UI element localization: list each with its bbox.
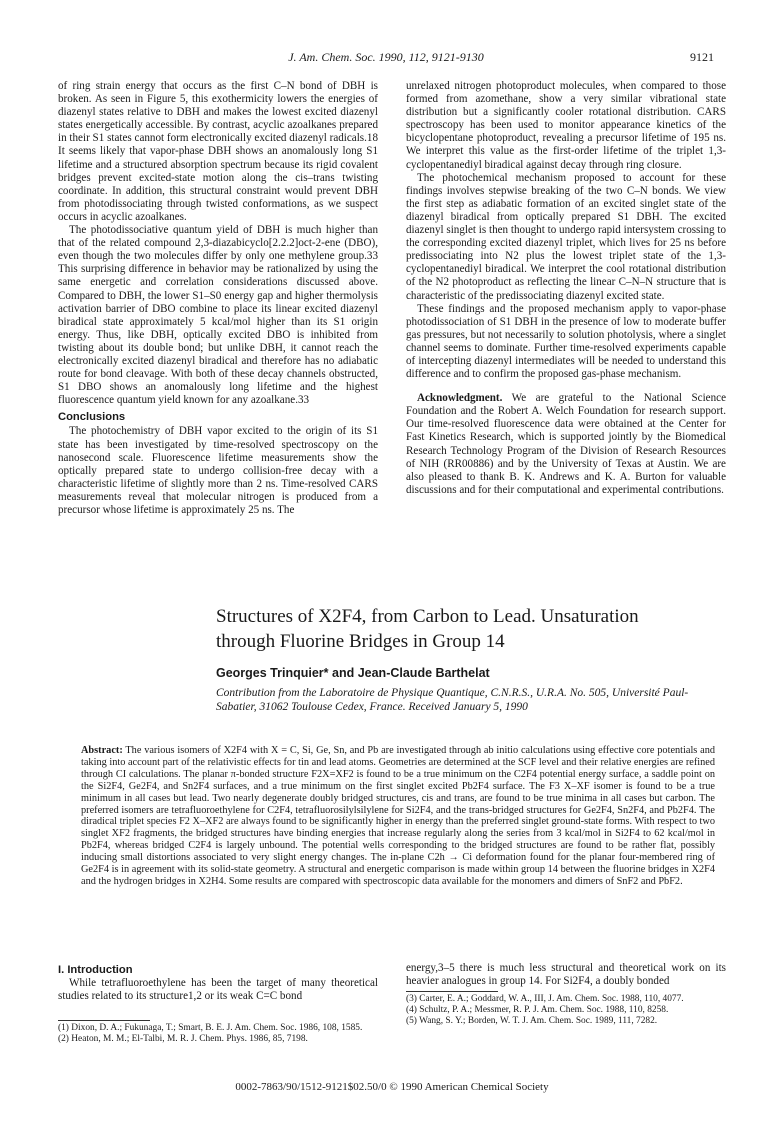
left-column <box>58 80 378 517</box>
affiliation: Contribution from the Laboratoire de Physique Quantique, C.N.R.S., U.R.A. No. 505, Université Paul-Sabatier, 31062 Toulouse Cedex, France. Received January 5, 1990 <box>216 687 689 713</box>
footnote: (1) Dixon, D. A.; Fukunaga, T.; Smart, B. E. J. Am. Chem. Soc. 1986, 108, 1585. <box>58 1023 363 1033</box>
footnote-rule <box>58 1020 150 1021</box>
right-column <box>406 80 726 497</box>
paragraph: These findings and the proposed mechanism apply to vapor-phase photodissociation of S1 DBH in the presence of low to moderate buffer gas pressures, but not necessarily to solution photolysis, where a singlet channel seems to dominate. Further time-resolved experiments capable of intercepting diazenyl intermediates will be needed to understand this difference and to confirm the proposed gas-phase mechanism. <box>406 302 726 381</box>
abstract <box>81 745 715 888</box>
paragraph: unrelaxed nitrogen photoproduct molecules, when compared to those formed from azomethane, show a very similar vibrational state distribution but a significantly cooler rotational distribution. CARS spectroscopy has been used to monitor appearance kinetics of the bicyclopentane photoproduct, revealing a precursor lifetime of 195 ns. We interpret this value as the first-order lifetime of the triplet 1,3-cyclopentanediyl biradical against decay through ring closure. <box>406 80 726 171</box>
copyright-footer: 0002-7863/90/1512-9121$02.50/0 © 1990 American Chemical Society <box>235 1081 549 1093</box>
footnote: (3) Carter, E. A.; Goddard, W. A., III, J. Am. Chem. Soc. 1988, 110, 4077. <box>406 994 684 1004</box>
journal-citation: J. Am. Chem. Soc. 1990, 112, 9121-9130 <box>288 50 484 64</box>
paragraph: The photochemical mechanism proposed to account for these findings involves stepwise breaking of the two C–N bonds. We view the first step as adiabatic formation of an excited singlet state of the diazenyl biradical from optically prepared S1 DBH. The excited diazenyl singlet is then thought to undergo rapid intersystem crossing to the corresponding excited diazenyl triplet, which lives for 25 ns before predissociating into N2 plus the lowest triplet state of the 1,3-cyclopentanediyl biradical. We interpret the cool rotational distribution of the N2 photoproduct as reflecting the linear C–N–N structure that is characteristic of the predissociating diazenyl excited state. <box>406 171 726 302</box>
abstract-label: Abstract: <box>81 745 123 756</box>
running-header <box>58 50 714 66</box>
footnote-rule <box>406 991 498 992</box>
conclusions-heading: Conclusions <box>58 411 126 424</box>
footnotes-right <box>406 994 726 1027</box>
introduction-right <box>406 962 726 988</box>
introduction-left <box>58 964 378 1003</box>
acknowledgment-text: We are grateful to the National Science Foundation and the Robert A. Welch Foundation for research support. Our time-resolved fluorescence data were obtained at the Center for Fast Kinetics Research, which is supported jointly by the Biomedical Research Technology Program of the Division of Research Resources of NIH (RR00886) and by the University of Texas at Austin. We are also pleased to thank B. K. Andrews and K. A. Burton for valuable discussions and for their computational and experimental contributions. <box>406 392 726 496</box>
paragraph: While tetrafluoroethylene has been the target of many theoretical studies related to its structure1,2 or its weak C=C bond <box>58 977 378 1003</box>
page-number: 9121 <box>690 50 714 64</box>
footnote: (4) Schultz, P. A.; Messmer, R. P. J. Am. Chem. Soc. 1988, 110, 8258. <box>406 1005 669 1015</box>
paragraph: energy,3–5 there is much less structural and theoretical work on its heavier analogues in group 14. For Si2F4, a doubly bonded <box>406 962 726 988</box>
title-line: through Fluorine Bridges in Group 14 <box>216 631 505 652</box>
acknowledgment <box>406 392 726 497</box>
paragraph: of ring strain energy that occurs as the first C–N bond of DBH is broken. As seen in Figure 5, this exothermicity lowers the energies of diazenyl states relative to DBH and makes the lowest excited diazenyl states energetically accessible. By contrast, acyclic azoalkanes prepared in their S1 states cannot form electronically excited diazenyl radicals.18 It seems likely that vapor-phase DBH shows an anomalously long S1 lifetime and a structured absorption spectrum because its rigid covalent bridges prevent excited-state motion along the cis–trans twisting coordinate. In addition, this structural constraint would prevent DBH from photodissociating through twisted conformations, as we suspect occurs in acyclic azoalkanes. <box>58 80 378 223</box>
introduction-heading: I. Introduction <box>58 964 133 976</box>
authors: Georges Trinquier* and Jean-Claude Barthelat <box>216 666 490 680</box>
footnote: (5) Wang, S. Y.; Borden, W. T. J. Am. Chem. Soc. 1989, 111, 7282. <box>406 1016 658 1026</box>
paragraph: The photochemistry of DBH vapor excited to the origin of its S1 state has been investigated by time-resolved spectroscopy on the nanosecond scale. Fluorescence lifetime measurements show the optically prepared state to undergo collision-free decay with a characteristic lifetime of slightly more than 2 ns. Time-resolved CARS measurements reveal that molecular nitrogen is produced from a precursor whose lifetime is approximately 25 ns. The <box>58 425 378 516</box>
acknowledgment-label: Acknowledgment. <box>417 392 503 405</box>
article-title <box>216 604 716 654</box>
paragraph: The photodissociative quantum yield of DBH is much higher than that of the related compound 2,3-diazabicyclo[2.2.2]oct-2-ene (DBO), even though the two molecules differ by only one methylene group.33 This surprising difference in behavior may be rationalized by using the same energetic and correlation considerations discussed above. Compared to DBH, the lower S1–S0 energy gap and higher thermolysis activation barrier of DBO combine to place its linear excited diazenyl biradical state approximately 5 kcal/mol higher than its S1 origin energy. Thus, like DBH, optically excited DBO is inhibited from twisting about its double bond; but unlike DBH, it cannot reach the electronically excited diazenyl biradical and therefore has no adiabatic route for bond cleavage. With both of these decay channels obstructed, S1 DBO shows an anomalously long lifetime and the highest fluorescence quantum yield known for any azoalkane.33 <box>58 224 378 407</box>
abstract-text: The various isomers of X2F4 with X = C, Si, Ge, Sn, and Pb are investigated through ab initio calculations using effective core potentials and taking into account part of the relativistic effects for tin and lead atoms. Geometries are determined at the SCF level and their relative energies are refined through CI calculations. The planar π-bonded structure F2X=XF2 is found to be a true minimum on the C2F4 potential energy surface, a saddle point on the Si2F4, Ge2F4, and Sn2F4 surfaces, and a true minimum on the first singlet excited Pb2F4 surface. The F3 X–XF isomer is found to be a true minimum in all cases but lead. Two nearly degenerate doubly bridged structures, cis and trans, are found to be true minima in all cases but carbon. The preferred isomers are tetrafluoroethylene for C2F4, tetrafluorosilylsilylene for Si2F4, and the trans-bridged structures for Ge2F4, Sn2F4, and Pb2F4. The diradical triplet species F2 X–XF2 are always found to be significantly higher in energy than the preferred singlet ground-state forms. With respect to two singlet XF2 fragments, the bridged structures have binding energies that increase regularly along the series from 3 kcal/mol in Si2F4 to 62 kcal/mol in Pb2F4, whereas bridged C2F4 is largely unbound. The potential wells corresponding to the bridged structures are found to be rather flat, possibly inducing small distortions associated to very slight energy changes. The in-plane C2h → Ci deformation found for the planar four-membered ring of Ge2F4 is in agreement with its solid-state geometry. A structural and energetic comparison is made within group 14 between the fluorine bridges in X2F4 and the hydrogen bridges in X2H4. Some results are compared with spectroscopic data available for the monomers and dimers of SnF2 and PbF2. <box>81 745 716 887</box>
footnote: (2) Heaton, M. M.; El-Talbi, M. R. J. Chem. Phys. 1986, 85, 7198. <box>58 1034 308 1044</box>
title-line: Structures of X2F4, from Carbon to Lead. Unsaturation <box>216 606 639 627</box>
footnotes-left <box>58 1023 378 1045</box>
